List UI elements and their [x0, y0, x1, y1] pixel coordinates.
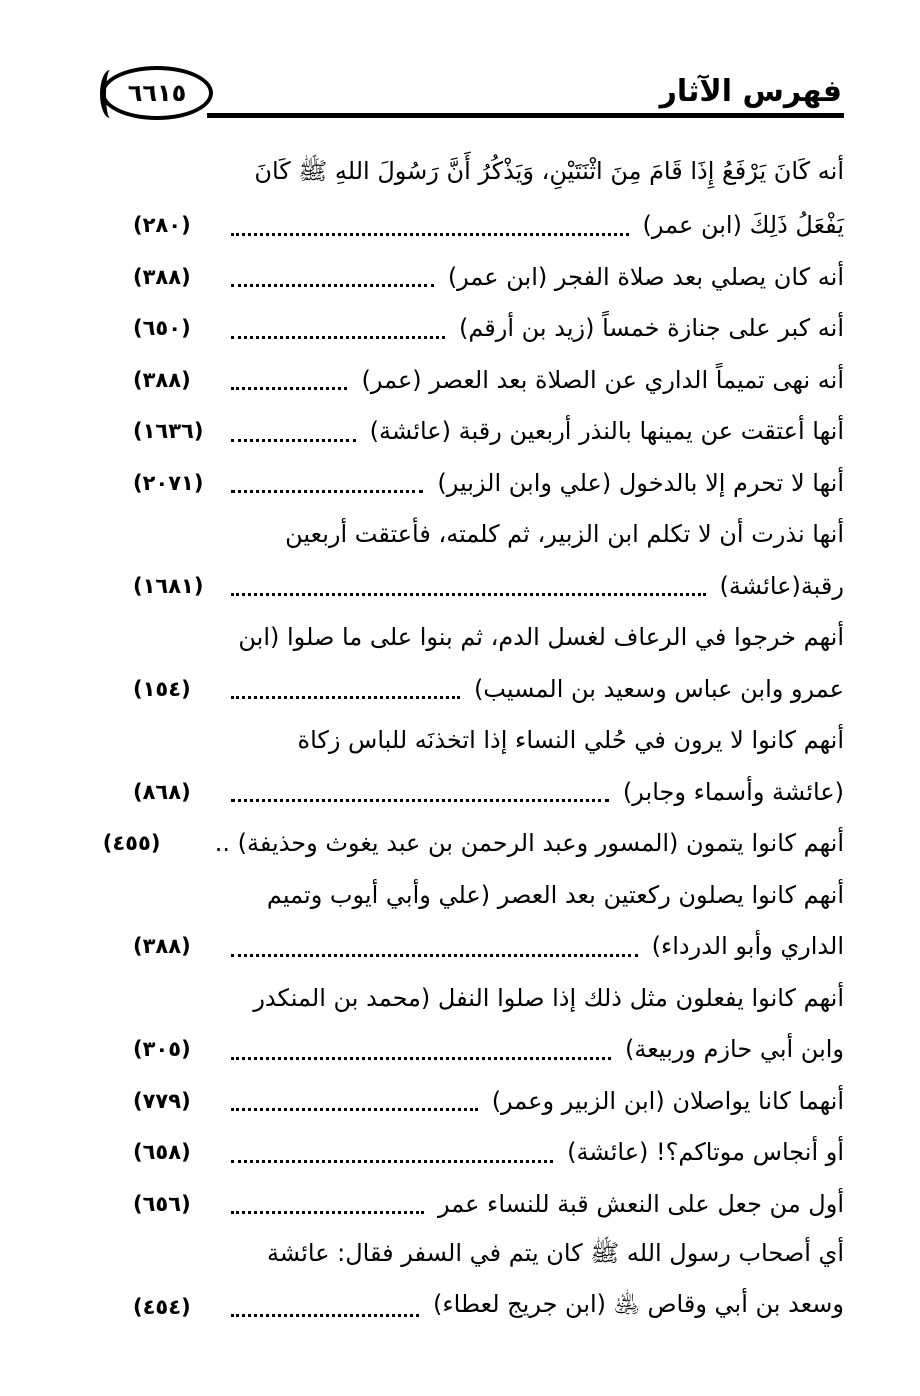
entry-page-ref: (٣٨٨)	[133, 367, 191, 392]
leader-dots	[231, 1160, 553, 1163]
entry-page-ref: (٨٦٨)	[133, 779, 191, 804]
leader-dots	[231, 799, 609, 802]
entry-line	[133, 663, 844, 715]
leader-dots	[231, 336, 445, 339]
entry-text: أنه كان يصلي بعد صلاة الفجر (ابن عمر)	[447, 262, 844, 291]
page-title: فهرس الآثار	[659, 74, 842, 109]
entry-text: وسعد بن أبي وقاص ﵁ (ابن جريج لعطاء)	[433, 1290, 844, 1319]
entry-text: أنهم خرجوا في الرعاف لغسل الدم، ثم بنوا على ما صلوا (ابن	[238, 623, 844, 652]
entry-text: أنه كَانَ يَرْفَعُ إِذَا قَامَ مِنَ اثْنَتَيْنِ، وَيَذْكُرُ أَنَّ رَسُولَ اللهِ ﷺ كَانَ	[254, 157, 844, 186]
entry-text: (عائشة وأسماء وجابر)	[622, 777, 844, 806]
entry-line	[102, 818, 844, 870]
entry-page-ref: (١٥٤)	[133, 676, 191, 701]
entry-line	[133, 560, 844, 612]
entry-line	[133, 715, 844, 767]
entry-text: أنهم كانوا لا يرون في حُلي النساء إذا اتخذنَه للباس زكاة	[297, 726, 844, 755]
entry-line	[133, 1127, 844, 1179]
entry-line	[133, 1281, 844, 1333]
entry-page-ref: (٦٥٦)	[133, 1191, 191, 1216]
entry-line	[133, 354, 844, 406]
entry-line	[133, 148, 844, 200]
leader-dots	[231, 1314, 419, 1317]
page-header	[0, 0, 920, 130]
leader-dots	[231, 696, 460, 699]
entry-page-ref: (١٦٣٦)	[133, 419, 204, 444]
leader-dots	[231, 284, 434, 287]
entry-text: أي أصحاب رسول الله ﷺ كان يتم في السفر فقال: عائشة	[266, 1238, 844, 1267]
entry-page-ref: (٧٧٩)	[133, 1088, 191, 1113]
entry-text: أنهم كانوا يفعلون مثل ذلك إذا صلوا النفل (محمد بن المنكدر	[253, 983, 844, 1012]
entry-text: أنه نهى تميماً الداري عن الصلاة بعد العصر (عمر)	[361, 365, 844, 394]
entry-page-ref: (٣٨٨)	[133, 934, 191, 959]
page-number-oval	[101, 66, 213, 120]
entry-text: أول من جعل على النعش قبة للنساء عمر	[437, 1189, 844, 1218]
entry-text: عمرو وابن عباس وسعيد بن المسيب)	[473, 674, 844, 703]
entry-page-ref: (٣٠٥)	[133, 1037, 191, 1062]
entry-line	[133, 766, 844, 818]
leader-dots	[231, 1057, 611, 1060]
entry-text: أنها لا تحرم إلا بالدخول (علي وابن الزبير)	[437, 468, 844, 497]
entry-page-ref: (٦٥٨)	[133, 1140, 191, 1165]
entry-text: أنها نذرت أن لا تكلم ابن الزبير، ثم كلمته، فأعتقت أربعين	[285, 520, 844, 549]
entry-text: أنهم كانوا يتمون (المسور وعبد الرحمن بن عبد يغوث وحذيفة) ..	[214, 829, 844, 858]
entry-text: وابن أبي حازم وربيعة)	[625, 1035, 844, 1064]
entry-text: يَفْعَلُ ذَلِكَ (ابن عمر)	[642, 211, 844, 240]
entry-line	[133, 972, 844, 1024]
entry-page-ref: (٦٥٠)	[133, 316, 191, 341]
entry-page-ref: (٢٨٠)	[133, 213, 191, 238]
entry-line	[133, 303, 844, 355]
entry-page-ref: (٤٥٤)	[133, 1294, 191, 1319]
leader-dots	[231, 490, 423, 493]
entry-line	[133, 1230, 844, 1282]
leader-dots	[231, 387, 347, 390]
entry-text: أو أنجاس موتاكم؟! (عائشة)	[567, 1138, 844, 1167]
entry-text: رقبة(عائشة)	[719, 571, 844, 600]
entry-page-ref: (٤٥٥)	[102, 831, 161, 856]
page-number: ٦٦١٥	[127, 79, 187, 107]
entry-line	[133, 457, 844, 509]
entry-line	[133, 921, 844, 973]
leader-dots	[231, 1211, 424, 1214]
entry-line	[133, 406, 844, 458]
entry-page-ref: (٢٠٧١)	[133, 470, 204, 495]
entry-text: أنه كبر على جنازة خمساً (زيد بن أرقم)	[458, 314, 844, 343]
entry-page-ref: (١٦٨١)	[133, 573, 204, 598]
entry-text: أنها أعتقت عن يمينها بالنذر أربعين رقبة (عائشة)	[369, 417, 844, 446]
entry-text: الداري وأبو الدرداء)	[651, 932, 844, 961]
entry-line	[133, 1075, 844, 1127]
entry-line	[133, 1024, 844, 1076]
entry-text: أنهم كانوا يصلون ركعتين بعد العصر (علي وأبي أيوب وتميم	[266, 880, 844, 909]
leader-dots	[231, 954, 638, 957]
leader-dots	[231, 439, 356, 442]
leader-dots	[231, 593, 706, 596]
header-rule	[207, 113, 844, 118]
entry-text: أنهما كانا يواصلان (ابن الزبير وعمر)	[491, 1086, 844, 1115]
leader-dots	[231, 233, 629, 236]
index-entries	[102, 148, 844, 1333]
entry-line	[133, 612, 844, 664]
entry-line	[133, 1178, 844, 1230]
entry-line	[133, 200, 844, 252]
entry-page-ref: (٣٨٨)	[133, 264, 191, 289]
leader-dots	[231, 1108, 478, 1111]
entry-line	[133, 869, 844, 921]
entry-line	[133, 509, 844, 561]
entry-line	[133, 251, 844, 303]
